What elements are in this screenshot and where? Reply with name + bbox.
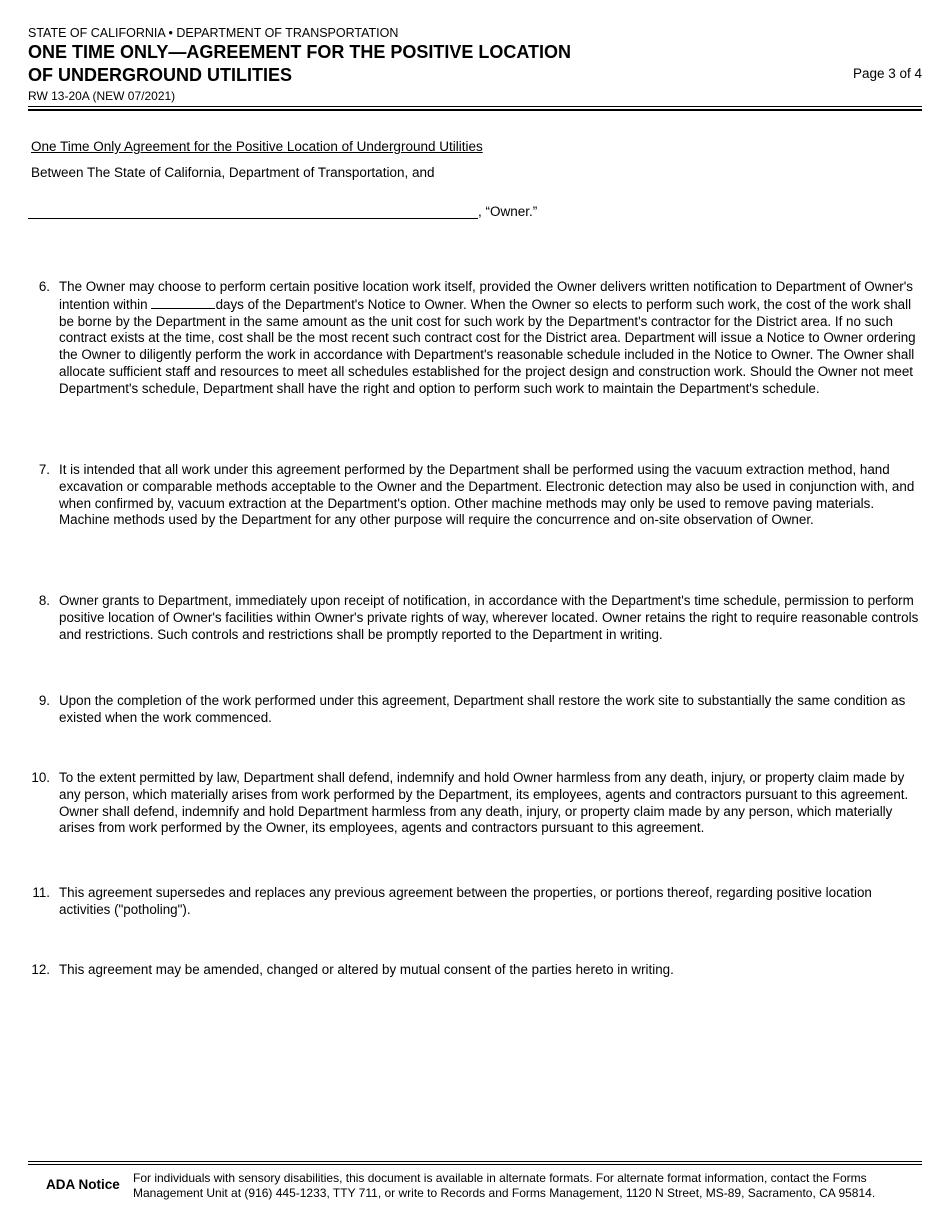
owner-name-row — [28, 202, 537, 219]
clause-text — [59, 279, 920, 398]
clause-text: Owner grants to Department, immediately upon receipt of notification, in accordance with the Department's time schedule, permission to perform positive location of Owner's facilities within Owner's private rights of way, wherever located. Owner retains the right to require reasonable controls and restrictions. Such controls and restrictions shall be promptly reported to the Department in writing. — [59, 593, 919, 642]
form-title-line-2: OF UNDERGROUND UTILITIES — [28, 65, 292, 85]
clause-text: To the extent permitted by law, Department shall defend, indemnify and hold Owner harmless from any death, injury, or property claim made by any person, which materially arises from work performed by the Department, its employees, agents and contractors pursuant to this agreement. Owner shall defend, indemnify and hold Department harmless from any death, injury, or property claim made by any person, which materially arises from work performed by the Owner, its employees, agents and contractors pursuant to this agreement. — [59, 770, 909, 836]
clause-7 — [28, 462, 920, 529]
clause-number: 11. — [32, 885, 50, 900]
ada-notice-label: ADA Notice — [46, 1177, 120, 1192]
clause-text: It is intended that all work under this agreement performed by the Department shall be performed using the vacuum extraction method, hand excavation or comparable methods acceptable to the Owner and the Department. Electronic detection may also be used in conjunction with, and when confirmed by, vacuum extraction at the Department's option. Other machine methods may only be used to remove paving materials. Machine methods used by the Department for any other purpose will require the concurrence and on-site observation of Owner. — [59, 462, 915, 528]
clause-number: 8. — [38, 593, 50, 608]
clause-8 — [28, 593, 920, 643]
days-blank-field[interactable] — [151, 296, 215, 309]
footer-rule-bottom — [28, 1164, 922, 1165]
clause-6 — [28, 279, 920, 398]
ada-notice-text: For individuals with sensory disabilities, this document is available in alternate formats. For alternate format information, contact the Forms Management Unit at (916) 445-1233, TTY 711, or write to Records and Forms Management, 1120 N Street, MS-89, Sacramento, CA 95814. — [133, 1171, 876, 1200]
form-title-line-1: ONE TIME ONLY—AGREEMENT FOR THE POSITIVE LOCATION — [28, 42, 572, 62]
agreement-subtitle: One Time Only Agreement for the Positive Location of Underground Utilities — [31, 139, 483, 154]
clause-9 — [28, 693, 920, 727]
clause-text-part-1: The Owner may choose to perform certain positive location work itself, provided the Owner delivers written notification to Department of Owner's intention within — [59, 279, 913, 312]
clause-number: 12. — [31, 962, 50, 977]
form-header — [28, 26, 922, 104]
clause-number: 9. — [38, 693, 50, 708]
footer-rule-top — [28, 1161, 922, 1162]
clause-text-part-2: days of the Department's Notice to Owner. When the Owner so elects to perform such work, the cost of the work shall be borne by the Department in the same amount as the unit cost for such work by the Department's contractor for the District area. If no such contract exists at the time, cost shall be the most recent such contract cost for the District area. Department will issue a Notice to Owner ordering the Owner to diligently perform the work in accordance with Department's reasonable schedule included in the Notice to Owner. The Owner shall allocate sufficient staff and resources to meet all schedules established for the project design and construction work. Should the Owner not meet Department's schedule, Department shall have the right and option to perform such work to maintain the Department's schedule. — [59, 296, 916, 396]
clause-text: This agreement may be amended, changed or altered by mutual consent of the parties hereto in writing. — [59, 962, 674, 977]
agency-name: STATE OF CALIFORNIA • DEPARTMENT OF TRANSPORTATION — [28, 26, 399, 40]
form-number: RW 13-20A (NEW 07/2021) — [28, 89, 176, 103]
between-parties-text: Between The State of California, Department of Transportation, and — [31, 165, 435, 180]
clause-text: Upon the completion of the work performed under this agreement, Department shall restore the work site to substantially the same condition as existed when the work commenced. — [59, 693, 906, 725]
page-number: Page 3 of 4 — [852, 66, 922, 81]
clause-number: 7. — [38, 462, 50, 477]
clause-number: 6. — [38, 279, 50, 294]
owner-name-field[interactable] — [28, 202, 478, 219]
header-rule-bottom — [28, 109, 922, 111]
clause-number: 10. — [31, 770, 50, 785]
clause-text: This agreement supersedes and replaces any previous agreement between the properties, or portions thereof, regarding positive location activities ("potholing"). — [59, 885, 872, 917]
clause-11 — [28, 885, 920, 919]
header-rule-top — [28, 106, 922, 107]
clause-12 — [28, 962, 920, 979]
owner-suffix-text: , “Owner.” — [478, 204, 538, 219]
clause-10 — [28, 770, 920, 837]
